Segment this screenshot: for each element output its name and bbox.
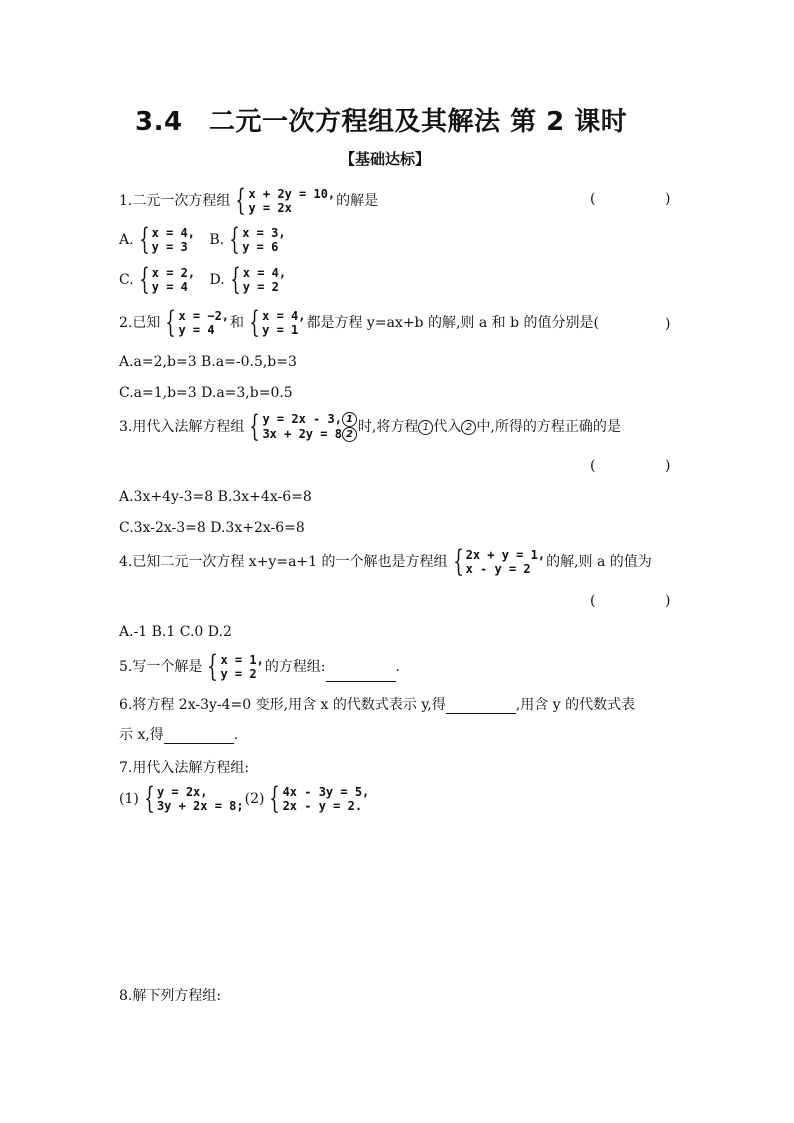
- q3-answer-paren-close: ): [665, 458, 671, 474]
- q1-answer-paren-close: ): [665, 191, 671, 207]
- q2-answer-paren-close: ): [665, 316, 671, 332]
- q1-system: { x + 2y = 10, y = 2x: [235, 183, 336, 218]
- circle-2-marker: 2: [342, 427, 357, 442]
- q4-answer-paren-close: ): [665, 593, 671, 609]
- q6-answer-blank-2[interactable]: [164, 729, 234, 744]
- question-8: 8.解下列方程组:: [119, 988, 222, 1004]
- q7-systems: (1) { y = 2x, 3y + 2x = 8; (2) { 4x - 3y = 5, 2x - y = 2.: [119, 781, 370, 816]
- q1-suffix: 的解是: [336, 193, 379, 209]
- question-5: 5.写一个解是 { x = 1, y = 2 的方程组: .: [119, 649, 400, 684]
- q1-options-cd: C. { x = 2, y = 4 D. { x = 4, y = 2: [119, 262, 287, 297]
- question-1: [119, 183, 379, 218]
- question-7: 7.用代入法解方程组:: [119, 760, 250, 776]
- q1-options-ab: A. { x = 4, y = 3 B. { x = 3, y = 6: [119, 222, 286, 257]
- q5-answer-blank[interactable]: [326, 667, 396, 682]
- page-title: 3.4 二元一次方程组及其解法 第 2 课时: [135, 107, 628, 137]
- q1-prefix: 1.二元一次方程组: [119, 193, 231, 209]
- q2-options-ab: A.a=2,b=3 B.a=-0.5,b=3: [119, 354, 297, 370]
- section-heading: 【基础达标】: [340, 150, 431, 168]
- circle-1-marker: 1: [342, 412, 357, 427]
- question-6-line-2: 示 x,得 .: [119, 727, 239, 743]
- q3-options-cd: C.3x-2x-3=8 D.3x+2x-6=8: [119, 520, 305, 536]
- question-6-line-1: 6.将方程 2x-3y-4=0 变形,用含 x 的代数式表示 y,得 ,用含 y 的代数式表: [119, 697, 636, 713]
- q4-options: A.-1 B.1 C.0 D.2: [119, 624, 232, 640]
- question-3: 3.用代入法解方程组 { y = 2x - 3, 1 3x + 2y = 8 2 时,将方程 1 代入 2 中,所得的方程正确的是: [119, 409, 621, 444]
- q3-answer-paren-open: (: [590, 458, 596, 474]
- q1-answer-paren-open: (: [590, 191, 596, 207]
- q2-options-cd: C.a=1,b=3 D.a=3,b=0.5: [119, 385, 293, 401]
- q4-answer-paren-open: (: [590, 593, 596, 609]
- question-4: 4.已知二元一次方程 x+y=a+1 的一个解也是方程组 { 2x + y = 1, x - y = 2 的解,则 a 的值为: [119, 544, 652, 579]
- q3-options-ab: A.3x+4y-3=8 B.3x+4x-6=8: [119, 489, 312, 505]
- question-2: 2.已知 { x = −2, y = 4 和 { x = 4, y = 1 都是方程 y=ax+b 的解,则 a 和 b 的值分别是(: [119, 305, 599, 340]
- q6-answer-blank-1[interactable]: [446, 699, 516, 714]
